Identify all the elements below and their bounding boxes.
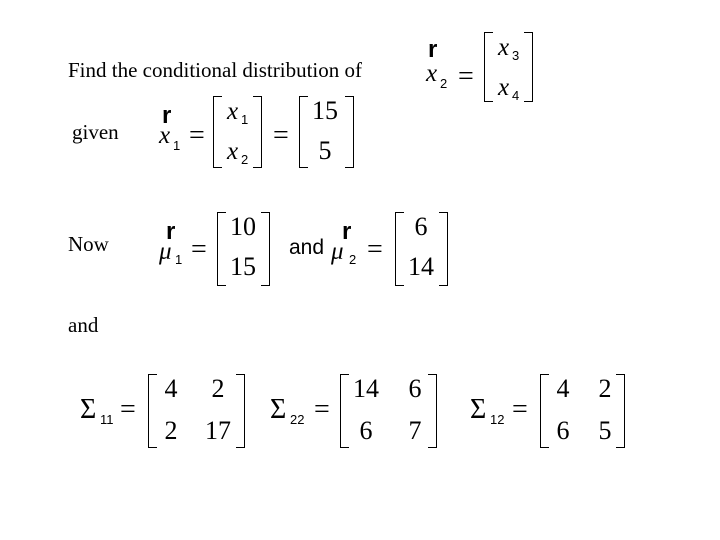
mu2-subscript: 2 bbox=[349, 252, 357, 267]
equals-sign: = bbox=[189, 120, 205, 151]
sigma22-matrix bbox=[270, 372, 445, 452]
vector-mark-2: r bbox=[342, 218, 352, 245]
mu2-symbol: μ bbox=[331, 238, 344, 265]
sigma12-r2c1: 6 bbox=[556, 416, 570, 445]
mu1-symbol: μ bbox=[159, 238, 172, 265]
x1-subscript: 1 bbox=[173, 138, 181, 153]
mu1-value-2: 15 bbox=[230, 252, 256, 281]
statement-line-4: and bbox=[68, 313, 99, 337]
equals-sign-2: = bbox=[273, 120, 289, 151]
sigma12-subscript: 12 bbox=[490, 412, 505, 427]
mu2-value-1: 6 bbox=[414, 212, 428, 241]
sigma22-subscript: 22 bbox=[290, 412, 305, 427]
sigma11-subscript: 11 bbox=[100, 412, 114, 427]
bracket-left bbox=[484, 32, 493, 102]
bracket-left bbox=[213, 96, 222, 168]
x4-symbol: x bbox=[498, 74, 510, 101]
equals-sign: = bbox=[458, 61, 474, 92]
sigma-symbol: Σ bbox=[470, 394, 487, 425]
equals-sign: = bbox=[191, 234, 207, 265]
sigma22-r2c1: 6 bbox=[359, 416, 373, 445]
x2-entry-subscript: 2 bbox=[241, 152, 249, 167]
x2-symbol: x bbox=[426, 60, 438, 87]
vector-mark: r bbox=[428, 36, 438, 63]
x1-entry-subscript: 1 bbox=[241, 112, 249, 127]
bracket-right-2 bbox=[439, 212, 448, 286]
mu1-value-1: 10 bbox=[230, 212, 256, 241]
sigma11-r2c1: 2 bbox=[164, 416, 178, 445]
x1-definition bbox=[155, 92, 375, 172]
equals-sign: = bbox=[512, 394, 528, 425]
mu2-value-2: 14 bbox=[408, 252, 434, 281]
sigma22-r1c1: 14 bbox=[353, 374, 379, 403]
x1-symbol: x bbox=[159, 122, 171, 149]
bracket-right bbox=[524, 32, 533, 102]
sigma-symbol: Σ bbox=[270, 394, 287, 425]
x1-value-2: 5 bbox=[318, 136, 332, 165]
equals-sign: = bbox=[120, 394, 136, 425]
sigma11-r1c1: 4 bbox=[164, 374, 178, 403]
sigma12-r1c2: 2 bbox=[598, 374, 612, 403]
bracket-right bbox=[428, 374, 437, 448]
sigma12-r2c2: 5 bbox=[598, 416, 612, 445]
bracket-right bbox=[236, 374, 245, 448]
statement-line-3: Now bbox=[68, 232, 109, 256]
sigma-symbol: Σ bbox=[80, 394, 97, 425]
sigma22-r2c2: 7 bbox=[408, 416, 422, 445]
x3-symbol: x bbox=[498, 34, 510, 61]
x3-subscript: 3 bbox=[512, 48, 520, 63]
bracket-right bbox=[616, 374, 625, 448]
statement-line-2: given bbox=[72, 120, 119, 144]
x2-entry-symbol: x bbox=[227, 138, 239, 165]
bracket-right bbox=[253, 96, 262, 168]
x2-definition bbox=[420, 30, 540, 110]
x1-entry-symbol: x bbox=[227, 98, 239, 125]
x2-subscript: 2 bbox=[440, 76, 448, 91]
sigma22-r1c2: 6 bbox=[408, 374, 422, 403]
sigma12-r1c1: 4 bbox=[556, 374, 570, 403]
sigma12-matrix bbox=[470, 372, 640, 452]
equals-sign: = bbox=[314, 394, 330, 425]
statement-line-1: Find the conditional distribution of bbox=[68, 58, 362, 82]
vector-mark: r bbox=[166, 218, 176, 245]
mu1-subscript: 1 bbox=[175, 252, 183, 267]
x4-subscript: 4 bbox=[512, 88, 520, 103]
x1-value-1: 15 bbox=[312, 96, 338, 125]
bracket-right bbox=[261, 212, 270, 286]
sigma11-r1c2: 2 bbox=[211, 374, 225, 403]
sigma11-r2c2: 17 bbox=[205, 416, 231, 445]
and-connector: and bbox=[289, 236, 325, 259]
vector-mark: r bbox=[162, 102, 172, 129]
sigma11-matrix bbox=[80, 372, 250, 452]
mu-definitions bbox=[155, 204, 455, 290]
bracket-right-2 bbox=[345, 96, 354, 168]
equals-sign-2: = bbox=[367, 234, 383, 265]
